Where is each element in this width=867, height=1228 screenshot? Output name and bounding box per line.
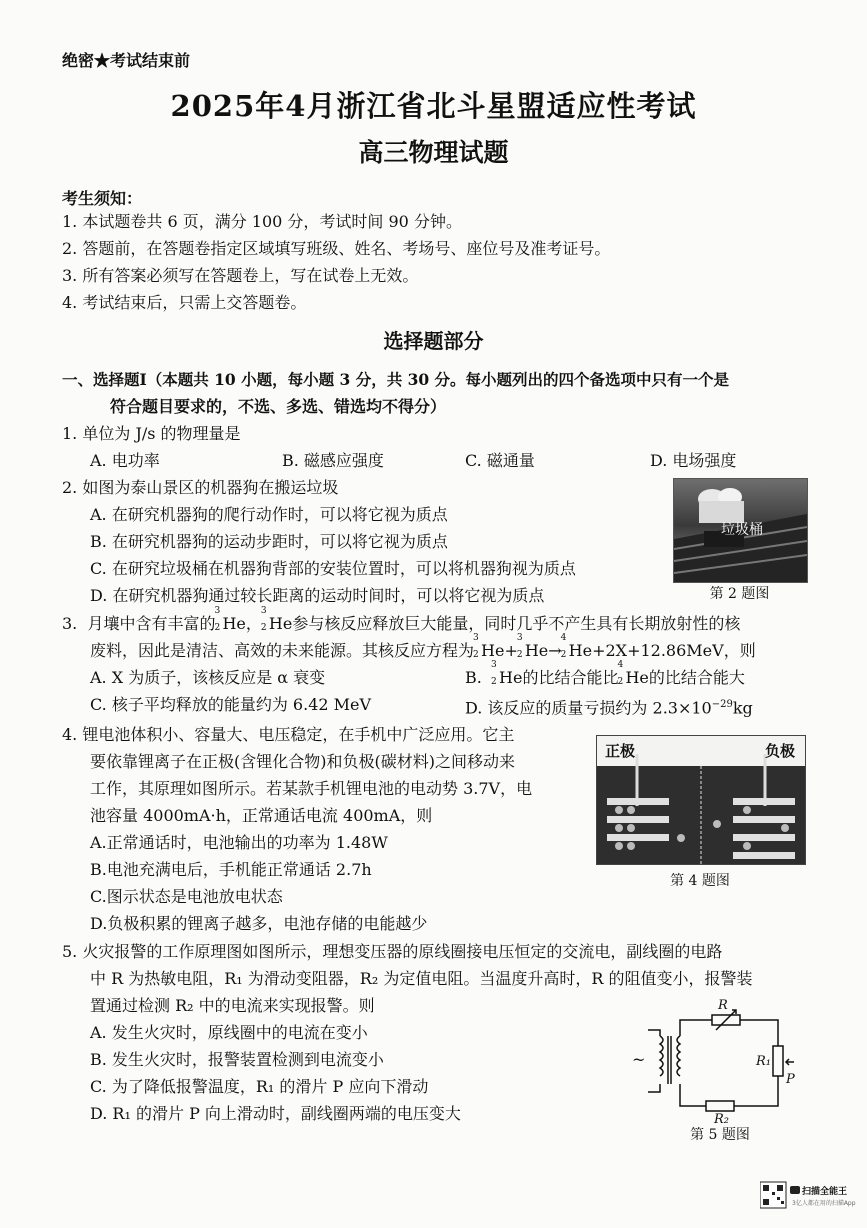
- q4-option-b: B.电池充满电后，手机能正常通话 2.7h: [90, 860, 372, 879]
- part-instructions-cont: 符合题目要求的，不选、多选、错选均不得分）: [110, 397, 447, 416]
- q4-line3: 工作，其原理如图所示。若某款手机锂电池的电动势 3.7V，电: [90, 779, 533, 798]
- exam-subtitle: 高三物理试题: [358, 138, 509, 167]
- q5-caption: 第 5 题图: [690, 1127, 750, 1143]
- exam-title: 2025年4月浙江省北斗星盟适应性考试: [170, 89, 697, 123]
- secret-label: 绝密★考试结束前: [62, 51, 191, 70]
- q3-line2: [90, 633, 756, 661]
- q1-option-c: C. 磁通量: [465, 451, 535, 470]
- q4-option-d: D.负极积累的锂离子越多，电池存储的电能越少: [90, 914, 428, 933]
- thermistor-label: R: [718, 998, 728, 1013]
- notice-item: 2. 答题前，在答题卷指定区域填写班级、姓名、考场号、座位号及准考证号。: [62, 239, 611, 258]
- battery-diagram: [596, 735, 806, 865]
- part-instructions: 一、选择题Ⅰ（本题共 10 小题，每小题 3 分，共 30 分。每小题列出的四个备选项中只有一个是: [62, 370, 730, 389]
- q3-number: 3.: [62, 614, 78, 633]
- trash-can-label: 垃圾桶: [721, 522, 763, 538]
- q5-line2: 中 R 为热敏电阻，R₁ 为滑动变阻器，R₂ 为定值电阻。当温度升高时，R 的阻值变小，报警装: [90, 969, 753, 988]
- q2-option-d: D. 在研究机器狗通过较长距离的运动时间时，可以将它视为质点: [90, 586, 545, 605]
- q5-option-b: B. 发生火灾时，报警装置检测到电流变小: [90, 1050, 384, 1069]
- q1-option-b: B. 磁感应强度: [282, 451, 384, 470]
- notice-item: 4. 考试结束后，只需上交答题卷。: [62, 293, 307, 312]
- q4-line4: 池容量 4000mA·h，正常通话电流 400mA，则: [90, 806, 433, 825]
- q3-text: He参与核反应释放巨大能量，同时几乎不产生具有长期放射性的核: [268, 614, 741, 633]
- q2-caption: 第 2 题图: [709, 586, 770, 602]
- q3-text: 月壤中含有丰富的: [87, 614, 216, 633]
- ac-source-label: ~: [632, 1050, 646, 1069]
- q1-option-d: D. 电场强度: [650, 451, 737, 470]
- helium4-nuclide: 4 2: [617, 660, 624, 687]
- q4-line2: 要依靠锂离子在正极(含锂化合物)和负极(碳材料)之间移动来: [90, 752, 515, 771]
- q2-option-a: A. 在研究机器狗的爬行动作时，可以将它视为质点: [90, 505, 448, 524]
- q5-option-c: C. 为了降低报警温度，R₁ 的滑片 P 应向下滑动: [90, 1077, 429, 1096]
- helium3-nuclide: 3 2: [260, 606, 267, 633]
- notice-item: 3. 所有答案必须写在答题卷上，写在试卷上无效。: [62, 266, 419, 285]
- helium3-nuclide: 3 2: [214, 606, 221, 633]
- q2-stem: 2. 如图为泰山景区的机器狗在搬运垃圾: [62, 478, 339, 497]
- q3-text: He，: [222, 614, 262, 633]
- q3-equation: He+: [481, 641, 518, 660]
- q5-option-a: A. 发生火灾时，原线圈中的电流在变小: [90, 1023, 368, 1042]
- notice-heading: 考生须知：: [62, 189, 143, 208]
- q2-option-c: C. 在研究垃圾桶在机器狗背部的安装位置时，可以将机器狗视为质点: [90, 559, 576, 578]
- negative-electrode-label: 负极: [765, 742, 796, 760]
- section-title: 选择题部分: [383, 329, 484, 353]
- stamp-text: 扫描全能王: [802, 1187, 848, 1197]
- notice-item: 1. 本试题卷共 6 页，满分 100 分，考试时间 90 分钟。: [62, 212, 462, 231]
- circuit-diagram: [628, 998, 808, 1127]
- q3-equation: He→: [524, 641, 562, 660]
- q3-option-c: C. 核子平均释放的能量约为 6.42 MeV: [90, 695, 372, 714]
- helium3-nuclide: 3 2: [516, 633, 523, 660]
- q3-option-d: D. 该反应的质量亏损约为 $2.3\times 10^{-29}kg$: [465, 698, 753, 718]
- q3-option-a: A. X 为质子，该核反应是 α 衰变: [90, 668, 326, 687]
- q4-line1: 4. 锂电池体积小、容量大、电压稳定，在手机中广泛应用。它主: [62, 725, 515, 744]
- helium3-nuclide: 3 2: [473, 633, 479, 660]
- positive-electrode-label: 正极: [605, 742, 636, 760]
- q1-stem: 1. 单位为 J/s 的物理量是: [62, 424, 241, 443]
- q4-caption: 第 4 题图: [670, 873, 730, 889]
- fixed-resistor-label: R₂: [714, 1112, 729, 1127]
- q5-line3: 置通过检测 R₂ 中的电流来实现报警。则: [90, 996, 375, 1015]
- scanner-watermark: [760, 1180, 856, 1212]
- q4-option-c: C.图示状态是电池放电状态: [90, 887, 283, 906]
- q3-equation: He+2X+12.86MeV，则: [568, 641, 756, 660]
- q3-line1: [62, 606, 741, 634]
- q4-option-a: A.正常通话时，电池输出的功率为 1.48W: [90, 833, 388, 852]
- q3-text: 废料，因此是清洁、高效的未来能源。其核反应方程为: [90, 641, 475, 660]
- q5-option-d: D. R₁ 的滑片 P 向上滑动时，副线圈两端的电压变大: [90, 1104, 461, 1123]
- q5-line1: 5. 火灾报警的工作原理图如图所示，理想变压器的原线圈接电压恒定的交流电，副线圈的电路: [62, 942, 723, 961]
- q3-option-b: B. 3 2 He的比结合能比 4 2 He的比结合能大: [465, 660, 745, 687]
- circuit-schematic: [628, 1002, 808, 1120]
- stamp-subtext: 3亿人都在用的扫描App: [792, 1200, 856, 1207]
- helium3-nuclide: 3 2: [491, 660, 497, 687]
- slider-label: P: [786, 1072, 795, 1087]
- helium4-nuclide: 4 2: [560, 633, 567, 660]
- q1-option-a: A. 电功率: [90, 451, 160, 470]
- q2-option-b: B. 在研究机器狗的运动步距时，可以将它视为质点: [90, 532, 448, 551]
- rheostat-label: R₁: [756, 1054, 771, 1069]
- robot-dog-photo: [673, 478, 808, 583]
